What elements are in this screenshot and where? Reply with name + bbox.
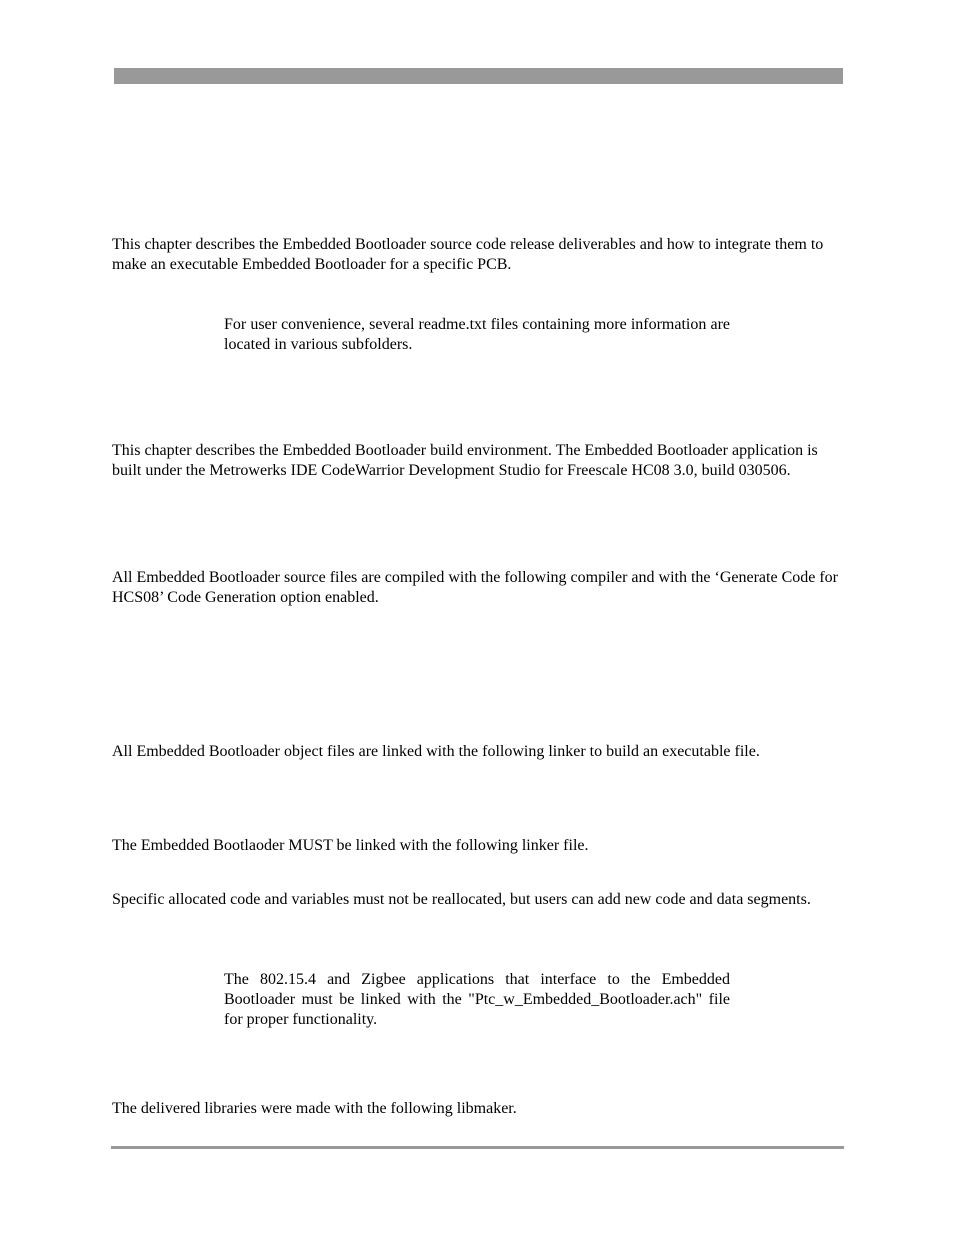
compiler-paragraph: All Embedded Bootloader source files are compiled with the following compiler and with the ‘Generate Code for HCS08’ Code Generation option enabled.	[112, 569, 838, 606]
linking-note: The 802.15.4 and Zigbee applications that interface to the Embedded Bootloader must be linked with the "Ptc_w_Embedded_Bootloader.ach" file for proper functionality.	[224, 971, 730, 1028]
linker-file-paragraph: The Embedded Bootlaoder MUST be linked with the following linker file.	[112, 837, 589, 854]
libmaker-paragraph: The delivered libraries were made with the following libmaker.	[112, 1100, 517, 1117]
build-environment-paragraph: This chapter describes the Embedded Bootloader build environment. The Embedded Bootloader application is built under the Metrowerks IDE CodeWarrior Development Studio for Freescale HC08 3.0, build 030506.	[112, 442, 818, 479]
linker-paragraph: All Embedded Bootloader object files are linked with the following linker to build an executable file.	[112, 743, 760, 760]
allocation-paragraph: Specific allocated code and variables must not be reallocated, but users can add new code and data segments.	[112, 891, 811, 908]
header-bar	[114, 68, 843, 84]
footer-rule	[111, 1146, 844, 1149]
intro-paragraph: This chapter describes the Embedded Bootloader source code release deliverables and how to integrate them to make an executable Embedded Bootloader for a specific PCB.	[112, 236, 824, 273]
readme-note: For user convenience, several readme.txt files containing more information are located in various subfolders.	[224, 316, 730, 353]
